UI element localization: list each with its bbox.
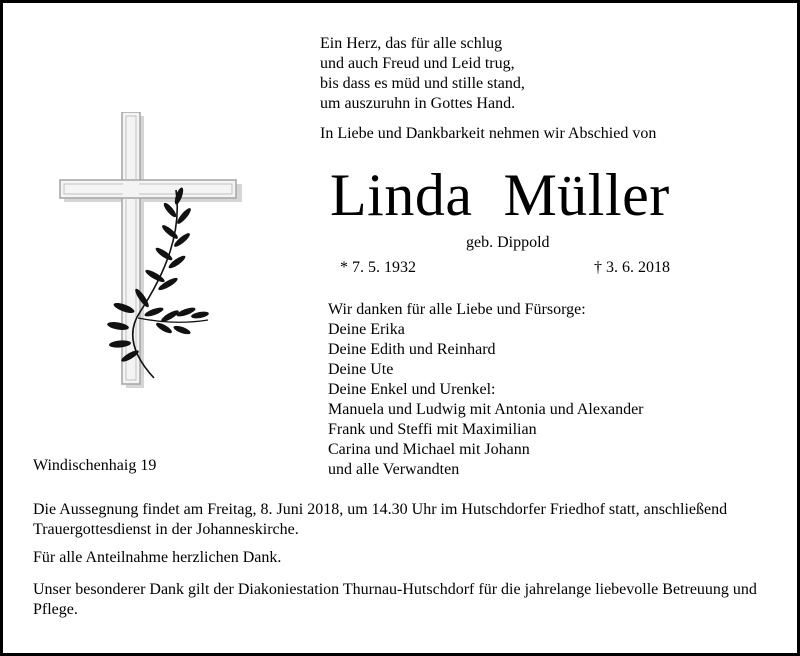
intro-text: In Liebe und Dankbarkeit nehmen wir Abschied von (320, 125, 657, 142)
poem (320, 34, 525, 114)
death-date: † 3. 6. 2018 (594, 259, 670, 276)
birth-date: * 7. 5. 1932 (340, 259, 416, 276)
poem-line: um auszuruhn in Gottes Hand. (320, 95, 516, 112)
poem-line: bis dass es müd und stille stand, (320, 75, 525, 92)
mourners-line: Deine Ute (328, 361, 394, 378)
mourners-line: Deine Enkel und Urenkel: (328, 381, 496, 398)
mourners-line: Deine Erika (328, 321, 405, 338)
cross-with-olive-branch-icon (58, 112, 248, 392)
mourners-line: Wir danken für alle Liebe und Fürsorge: (328, 301, 586, 318)
mourners-list (328, 300, 644, 480)
poem-line: Ein Herz, das für alle schlug (320, 35, 503, 52)
maiden-name: geb. Dippold (466, 234, 550, 251)
deceased-name: Linda Müller (330, 162, 670, 228)
address: Windischenhaig 19 (33, 457, 157, 474)
gratitude-note: Für alle Anteilnahme herzlichen Dank. (33, 549, 282, 566)
mourners-line: Deine Edith und Reinhard (328, 341, 496, 358)
mourners-line: Manuela und Ludwig mit Antonia und Alexander (328, 401, 644, 418)
funeral-notice: Die Aussegnung findet am Freitag, 8. Juni 2018, um 14.30 Uhr im Hutschdorfer Friedhof statt, anschließend Trauergottesdienst in der Johanneskirche. (33, 501, 728, 538)
mourners-line: Carina und Michael mit Johann (328, 441, 530, 458)
mourners-line: Frank und Steffi mit Maximilian (328, 421, 537, 438)
poem-line: und auch Freud und Leid trug, (320, 55, 515, 72)
mourners-line: und alle Verwandten (328, 461, 460, 478)
special-thanks: Unser besonderer Dank gilt der Diakoniestation Thurnau-Hutschdorf für die jahrelange liebevolle Betreuung und Pflege. (33, 581, 757, 618)
